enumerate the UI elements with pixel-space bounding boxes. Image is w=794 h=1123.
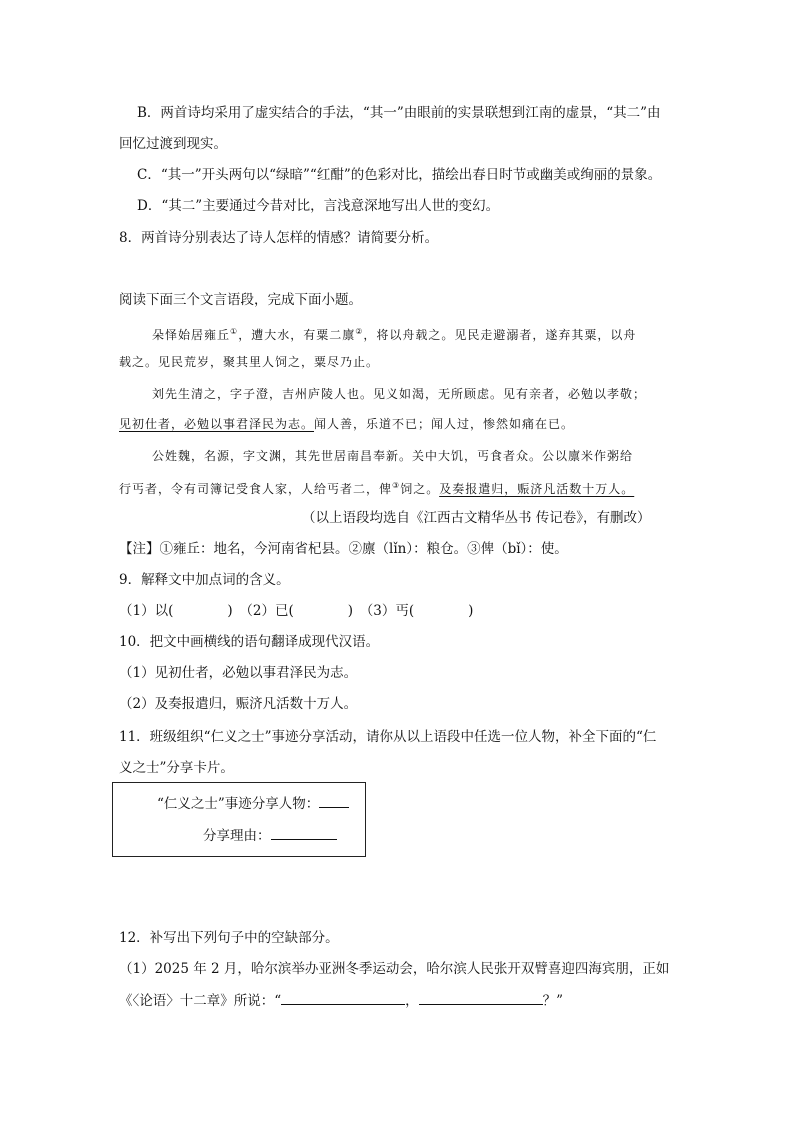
question-12-line-2 [119, 990, 563, 1011]
question-9-items: （1）以( ) （2）已( ) （3）丐( ) [119, 603, 474, 619]
passage-1-line-1 [152, 322, 636, 345]
passage-1-text-a: 朵怿始居雍丘 [152, 328, 231, 342]
share-card [112, 782, 366, 857]
card-reason-blank[interactable] [271, 825, 337, 840]
reading-intro: 阅读下面三个文言语段，完成下面小题。 [119, 292, 362, 308]
passage-3-text-b: 饲之。 [400, 482, 440, 496]
question-12: 12．补写出下列句子中的空缺部分。 [119, 930, 339, 946]
footnote-marker-2: ② [355, 327, 364, 336]
option-c: C．“其一”开头两句以“绿暗”“红酣”的色彩对比，描绘出春日时节或幽美或绚丽的景象。 [137, 167, 662, 183]
question-12-comma: ， [405, 993, 419, 1009]
option-d: D．“其二”主要通过今昔对比，言浅意深地写出人世的变幻。 [137, 198, 500, 214]
passage-1-text-b: ，遭大水，有粟二廪 [238, 328, 356, 342]
question-12-end: ？” [542, 993, 564, 1009]
passage-3-line-2 [119, 476, 634, 499]
fill-blank-1[interactable] [281, 990, 405, 1005]
question-10-sentence-1: （1）见初仕者，必勉以事君泽民为志。 [119, 665, 358, 681]
underlined-sentence-1: 见初仕者，必勉以事君泽民为志。 [119, 417, 315, 431]
fill-blank-2[interactable] [419, 990, 543, 1005]
passage-3-text-a: 行丐者，令有司簿记受食人家，人给丐者二，俾 [119, 482, 393, 496]
footnote-marker-3: ③ [392, 481, 401, 490]
passage-1-line-2: 载之。见民荒岁，聚其里人饲之，粟尽乃止。 [119, 355, 380, 369]
passage-source: （以上语段均选自《江西古文精华丛书 传记卷》，有删改） [302, 510, 651, 526]
passage-2-line-2 [119, 414, 574, 434]
footnote-marker-1: ① [230, 327, 239, 336]
question-8: 8．两首诗分别表达了诗人怎样的情感？请简要分析。 [119, 230, 439, 246]
passage-1-text-c: ，将以舟载之。见民走避溺者，遂弃其粟，以舟 [363, 328, 637, 342]
card-person-blank[interactable] [319, 793, 349, 808]
card-person-row [157, 793, 349, 814]
question-9: 9．解释文中加点词的含义。 [119, 572, 290, 588]
question-10: 10．把文中画横线的语句翻译成现代汉语。 [119, 634, 380, 650]
card-reason-row [203, 825, 337, 846]
annotation-note: 【注】①雍丘：地名，今河南省杞县。②廪（lǐn）：粮仓。③俾（bǐ）：使。 [119, 541, 568, 557]
passage-3-line-1: 公姓魏，名源，字文渊，其先世居南昌奉新。关中大饥，丐食者众。公以廪米作粥给 [152, 449, 634, 463]
card-reason-label: 分享理由： [203, 828, 271, 844]
option-b-line-2: 回忆过渡到现实。 [119, 136, 227, 152]
question-12-lead: 《〈论语〉十二章》所说：“ [119, 993, 282, 1009]
question-12-line-1: （1）2025 年 2 月，哈尔滨举办亚洲冬季运动会，哈尔滨人民张开双臂喜迎四海宾朋，正如 [119, 961, 670, 977]
question-10-sentence-2: （2）及奏报遣归，赈济凡活数十万人。 [119, 696, 358, 712]
option-b-line-1: B．两首诗均采用了虚实结合的手法，“其一”由眼前的实景联想到江南的虚景，“其二”由 [137, 105, 661, 121]
passage-2-text: 闻人善，乐道不已；闻人过，惨然如痛在已。 [314, 417, 575, 431]
card-person-label: “仁义之士”事迹分享人物： [157, 796, 320, 812]
underlined-sentence-2: 及奏报遣归，赈济凡活数十万人。 [439, 482, 635, 496]
question-11-line-1: 11．班级组织“仁义之士”事迹分享活动，请你从以上语段中任选一位人物，补全下面的“仁 [119, 729, 657, 745]
passage-2-line-1: 刘先生清之，字子澄，吉州庐陵人也。见义如渴，无所顾虑。见有亲者，必勉以孝敬； [152, 387, 647, 401]
question-11-line-2: 义之士”分享卡片。 [119, 760, 234, 776]
